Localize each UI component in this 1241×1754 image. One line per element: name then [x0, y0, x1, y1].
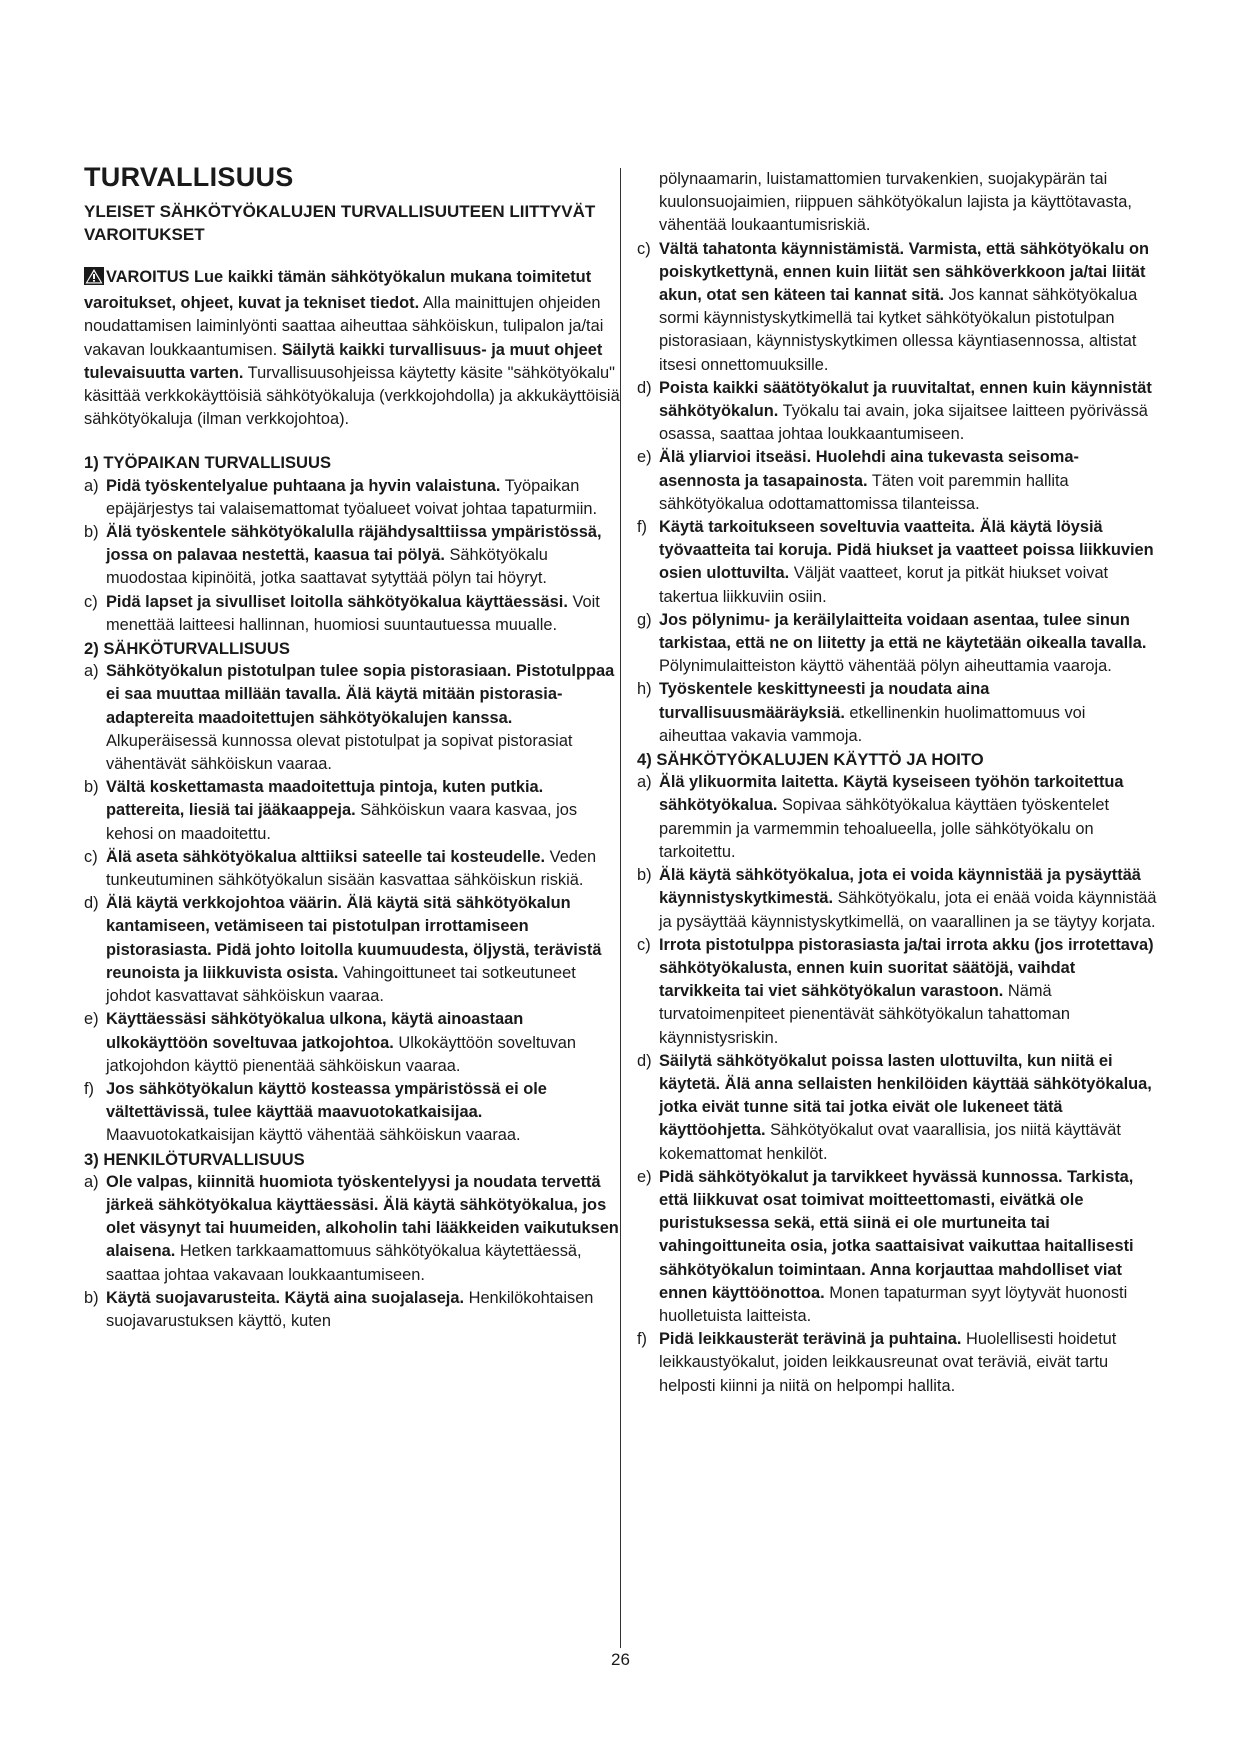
list-item: c) Irrota pistotulppa pistorasiasta ja/tai irrota akku (jos irrotettava) sähkötyökalusta, ennen kuin suoritat säätöjä, vaihdat tarvikkeita tai viet sähkötyökalun varastoon. Nämä turvatoimenpiteet pienentävät sähkötyökalun tahattoman käynnistysriskin. [637, 935, 1154, 1047]
list-item-continuation: pölynaamarin, luistamattomien turvakenkien, suojakypärän tai kuulonsuojaimien, riippuen sähkötyökalun lajista ja käyttötavasta, vähentää loukaantumisriskiä. [659, 170, 1132, 235]
list-item: h) Työskentele keskittyneesti ja noudata aina turvallisuusmääräyksiä. etkellinenkin huolimattomuus voi aiheuttaa vakavia vammoja. [637, 680, 1086, 745]
list-item: a) Sähkötyökalun pistotulpan tulee sopia pistorasiaan. Pistotulppaa ei saa muuttaa millään tavalla. Älä käytä mitään pistorasia-adaptereita maadoitettujen sähkötyökalujen kanssa. Alkuperäisessä kunnossa olevat pistotulpat ja sopivat pistorasiat vähentävät sähköiskun vaaraa. [84, 662, 615, 774]
section-3-list-continued [637, 238, 1157, 748]
intro-bold-1: VAROITUS Lue kaikki tämän sähkötyökalun mukana toimitetut varoitukset, ohjeet, kuvat ja tekniset tiedot. [84, 268, 592, 313]
right-column [637, 168, 1157, 1398]
list-item: b) Älä työskentele sähkötyökalulla räjähdysalttiissa ympäristössä, jossa on palavaa nestettä, kaasua tai pölyä. Sähkötyökalu muodostaa kipinöitä, jotka saattavat sytyttää pölyn tai höyryt. [84, 523, 602, 588]
section-2-list [84, 660, 624, 1147]
list-item: a) Älä ylikuormita laitetta. Käytä kyseiseen työhön tarkoitettua sähkötyökalua. Sopivaa sähkötyökalua käyttäen työskentelet paremmin ja varmemmin tehoalueella, jolle sähkötyökalu on tarkoitettu. [637, 773, 1124, 861]
column-divider [620, 168, 621, 1648]
list-item: b) Käytä suojavarusteita. Käytä aina suojalaseja. Henkilökohtaisen suojavarustuksen käyttö, kuten [84, 1288, 594, 1330]
section-3-list [84, 1171, 624, 1333]
list-item: b) Vältä koskettamasta maadoitettuja pintoja, kuten putkia. pattereita, liesiä tai jääkaappeja. Sähköiskun vaara kasvaa, jos kehosi on maadoitettu. [84, 778, 578, 843]
list-item: c) Älä aseta sähkötyökalua alttiiksi sateelle tai kosteudelle. Veden tunkeutuminen sähkötyökalun sisään kasvattaa sähköiskun riskiä. [84, 847, 597, 890]
list-item: f) Pidä leikkausterät terävinä ja puhtaina. Huolellisesti hoidetut leikkaustyökalut, joiden leikkausreunat ovat teräviä, eivät tartu helposti kiinni ja niitä on helpompi hallita. [637, 1330, 1117, 1395]
intro-text-1: Alla mainittujen ohjeiden noudattamisen laiminlyönti saattaa aiheuttaa sähköiskun, tulipalon ja/tai vakavan loukkaantumisen. [84, 294, 604, 359]
list-item: a) Ole valpas, kiinnitä huomiota työskentelyysi ja noudata tervettä järkeä sähkötyökalua käyttäessäsi. Älä käytä sähkötyökalua, jos olet väsynyt tai huumeiden, alkoholin tahi lääkkeiden vaikutuksen alaisena. Hetken tarkkaamattomuus sähkötyökalua käytettäessä, saattaa johtaa vakavaan loukkaantumiseen. [84, 1172, 619, 1284]
list-item: d) Älä käytä verkkojohtoa väärin. Älä käytä sitä sähkötyökalun kantamiseen, vetämiseen tai pistotulpan irrottamiseen pistorasiasta. Pidä johto loitolla kuumuudesta, öljystä, terävistä reunoista ja liikkuvista osista. Vahingoittuneet tai sotkeutuneet johdot kasvattavat sähköiskun vaaraa. [84, 894, 602, 1006]
list-item: g) Jos pölynimu- ja keräilylaitteita voidaan asentaa, tulee sinun tarkistaa, että ne on liitetty ja että ne käytetään oikealla tavalla. Pölynimulaitteiston käyttö vähentää pölyn aiheuttamia vaaroja. [637, 610, 1147, 676]
warning-triangle-icon [84, 267, 104, 292]
left-column [84, 160, 624, 1333]
list-item: f) Käytä tarkoitukseen soveltuvia vaatteita. Älä käytä löysiä työvaatteita tai koruja. Pidä hiukset ja vaatteet poissa liikkuvien osien ulottuvilta. Väljät vaatteet, korut ja pitkät hiukset voivat takertua liikkuviin osiin. [637, 518, 1154, 606]
list-item: e) Pidä sähkötyökalut ja tarvikkeet hyvässä kunnossa. Tarkista, että liikkuvat osat toimivat moitteettomasti, eivätkä ole puristuksessa sekä, että siinä ei ole murtuneita tai vahingoittuneita osia, jotka saattaisivat vaikuttaa haitallisesti sähkötyökalun toimintaan. Anna korjauttaa mahdolliset viat ennen käyttöönottoa. Monen tapaturman syyt löytyvät huonosti huolletuista laitteista. [637, 1167, 1134, 1325]
section-heading-2: 2) SÄHKÖTURVALLISUUS [84, 639, 290, 659]
list-item: c) Pidä lapset ja sivulliset loitolla sähkötyökalua käyttäessäsi. Voit menettää laitteesi hallinnan, huomiosi suuntautuessa muualle. [84, 592, 600, 634]
intro-bold-2: Säilytä kaikki turvallisuus- ja muut ohjeet tulevaisuutta varten. [84, 340, 603, 382]
page-number: 26 [611, 1650, 630, 1669]
section-heading-3: 3) HENKILÖTURVALLISUUS [84, 1149, 305, 1169]
list-item: b) Älä käytä sähkötyökalua, jota ei voida käynnistää ja pysäyttää käynnistyskytkimestä. Sähkötyökalu, jota ei enää voida käynnistää ja pysäyttää käynnistyskytkimellä, on vaarallinen ja se täytyy korjata. [637, 866, 1157, 931]
section-4-list [637, 771, 1157, 1397]
list-item: f) Jos sähkötyökalun käyttö kosteassa ympäristössä ei ole vältettävissä, tulee käyttää maavuotokatkaisijaa. Maavuotokatkaisijan käyttö vähentää sähköiskun vaaraa. [84, 1079, 547, 1145]
list-item: d) Poista kaikki säätötyökalut ja ruuvitaltat, ennen kuin käynnistät sähkötyökalun. Työkalu tai avain, joka sijaitsee laitteen pyörivässä osassa, saattaa johtaa loukkaantumiseen. [637, 378, 1152, 444]
list-item: e) Käyttäessäsi sähkötyökalua ulkona, käytä ainoastaan ulkokäyttöön soveltuvaa jatkojohtoa. Ulkokäyttöön soveltuvan jatkojohdon käyttö pienentää sähköiskun vaaraa. [84, 1010, 577, 1075]
list-item: a) Pidä työskentelyalue puhtaana ja hyvin valaistuna. Työpaikan epäjärjestys tai valaisemattomat työalueet voivat johtaa tapaturmiin. [84, 476, 598, 518]
page-subtitle: YLEISET SÄHKÖTYÖKALUJEN TURVALLISUUTEEN LIITTYVÄT VAROITUKSET [84, 202, 596, 244]
section-heading-4: 4) SÄHKÖTYÖKALUJEN KÄYTTÖ JA HOITO [637, 750, 984, 770]
list-item: d) Säilytä sähkötyökalut poissa lasten ulottuvilta, kun niitä ei käytetä. Älä anna sellaisten henkilöiden käyttää sähkötyökalua, jotka eivät tunne sitä tai jotka eivät ole lukeneet tätä käyttöohjetta. Sähkötyökalut ovat vaarallisia, jos niitä käyttävät kokemattomat henkilöt. [637, 1051, 1152, 1163]
list-item: c) Vältä tahatonta käynnistämistä. Varmista, että sähkötyökalu on poiskytkettynä, ennen kuin liität sen sähköverkkoon ja/tai liität akun, otat sen käteen tai kannat sitä. Jos kannat sähkötyökalua sormi käynnistyskytkimellä tai kytket sähkötyökalun pistotulpan pistorasiaan, käynnistyskytkimen ollessa käyntiasennossa, altistat itsesi onnettomuuksille. [637, 239, 1150, 374]
section-1-list [84, 475, 624, 637]
list-item: e) Älä yliarvioi itseäsi. Huolehdi aina tukevasta seisoma-asennosta ja tasapainosta. Täten voit paremmin hallita sähkötyökalua odottamattomissa tilanteissa. [637, 448, 1079, 513]
page-title: TURVALLISUUS [84, 162, 294, 192]
intro-warning [84, 266, 624, 431]
section-heading-1: 1) TYÖPAIKAN TURVALLISUUS [84, 453, 332, 473]
intro-text-2: Turvallisuusohjeissa käytetty käsite "sähkötyökalu" käsittää verkkokäyttöisiä sähkötyökaluja (verkkojohdolla) ja akkukäyttöisiä sähkötyökaluja (ilman verkkojohtoa). [84, 363, 620, 429]
